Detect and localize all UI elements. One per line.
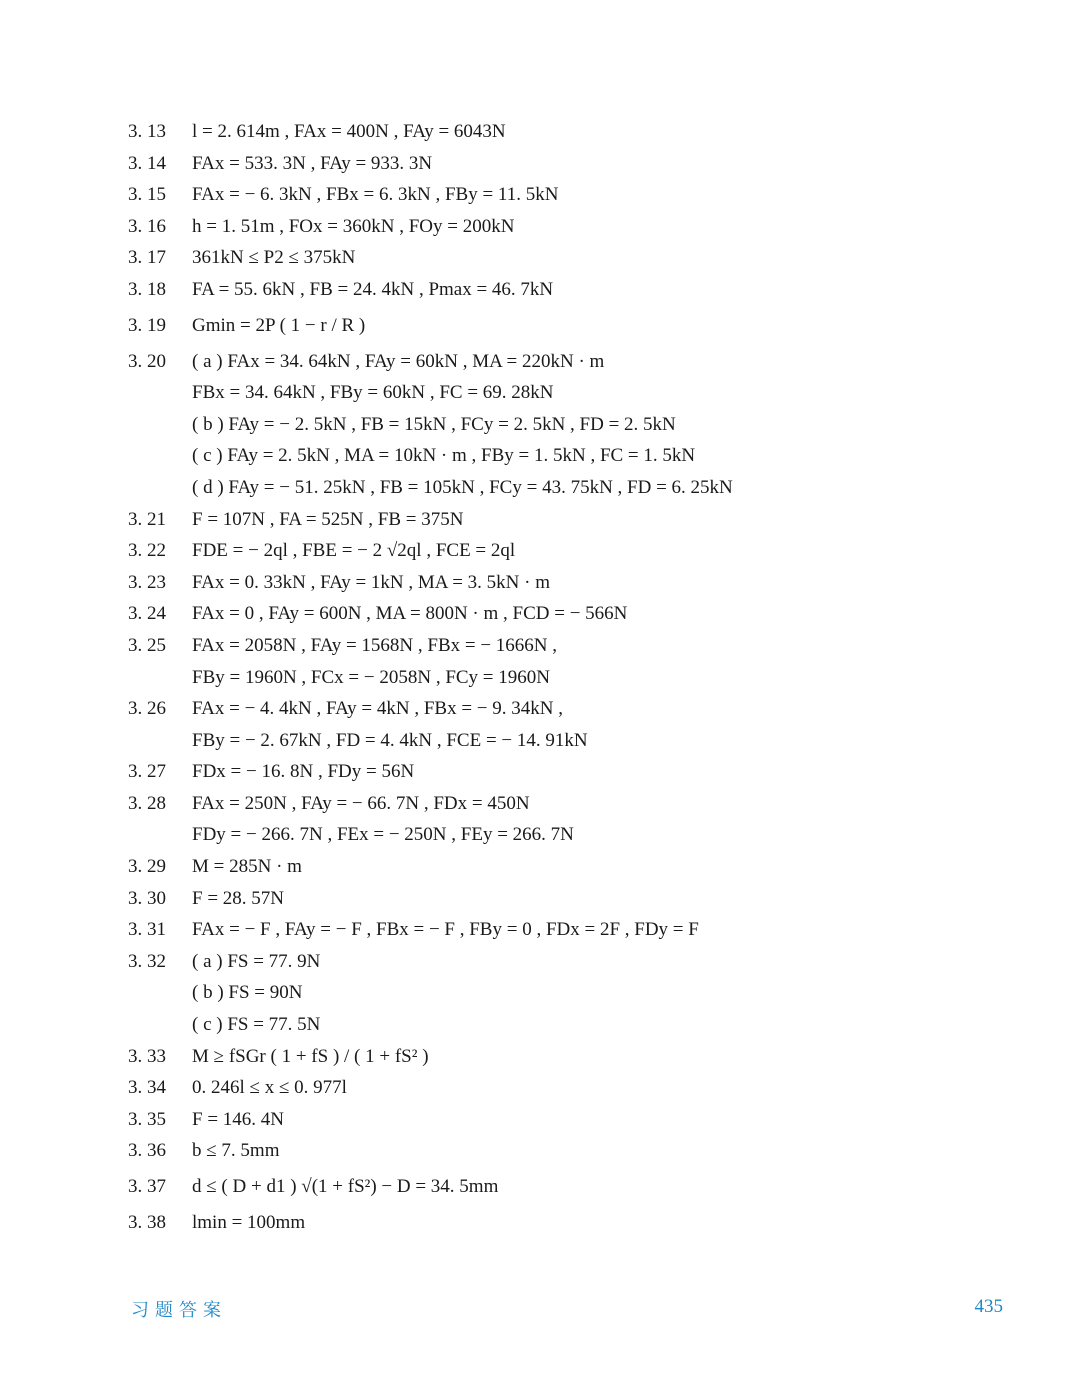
answer-number: 3. 35 (128, 1108, 166, 1130)
answer-line: FBy = − 2. 67kN , FD = 4. 4kN , FCE = − 14. 91kN (192, 729, 588, 751)
answer-body (192, 116, 1028, 148)
answer-line: FAx = 533. 3N , FAy = 933. 3N (192, 152, 433, 174)
answer-line: FAx = 250N , FAy = − 66. 7N , FDx = 450N (192, 792, 530, 814)
answer-line: F = 28. 57N (192, 887, 285, 909)
answer-number: 3. 37 (128, 1176, 166, 1197)
answer-entry (128, 179, 1028, 211)
answer-body (192, 1207, 1028, 1239)
answer-entry (128, 883, 1028, 915)
answer-entry (128, 1167, 1028, 1207)
answer-body (192, 274, 1028, 306)
answer-entry (128, 598, 1028, 630)
answer-body (192, 788, 1028, 851)
answer-number: 3. 22 (128, 540, 166, 562)
answer-line: FAx = 2058N , FAy = 1568N , FBx = − 1666N , (192, 634, 558, 656)
answer-body (192, 567, 1028, 599)
answer-line: l = 2. 614m , FAx = 400N , FAy = 6043N (192, 121, 506, 142)
answer-number: 3. 28 (128, 792, 166, 814)
answer-body (192, 851, 1028, 883)
answer-body (192, 211, 1028, 243)
answer-number: 3. 19 (128, 314, 166, 336)
answer-entry (128, 1207, 1028, 1239)
answer-entry (128, 756, 1028, 788)
answer-entry (128, 693, 1028, 756)
answer-number: 3. 23 (128, 571, 166, 593)
answer-entry (128, 306, 1028, 346)
answer-line: FDy = − 266. 7N , FEx = − 250N , FEy = 266. 7N (192, 824, 574, 846)
answer-entry (128, 504, 1028, 536)
answer-entry (128, 211, 1028, 243)
answer-line: M = 285N · m (192, 856, 302, 878)
answer-line: ( c ) FS = 77. 5N (192, 1014, 321, 1036)
answer-number: 3. 24 (128, 603, 166, 625)
answer-line: h = 1. 51m , FOx = 360kN , FOy = 200kN (192, 215, 515, 237)
footer-section-title: 习题答案 (131, 1300, 227, 1321)
answer-body (192, 1104, 1028, 1136)
answer-line: ( b ) FS = 90N (192, 982, 303, 1004)
answer-line: FAx = 0. 33kN , FAy = 1kN , MA = 3. 5kN · m (192, 571, 550, 593)
answer-line: FAx = 0 , FAy = 600N , MA = 800N · m , FCD = − 566N (192, 603, 628, 625)
answer-line: FAx = − 4. 4kN , FAy = 4kN , FBx = − 9. 34kN , (192, 698, 563, 720)
answer-line: F = 146. 4N (192, 1108, 285, 1130)
answer-line: d ≤ ( D + d1 ) √(1 + fS²) − D = 34. 5mm (192, 1176, 499, 1197)
answer-number: 3. 33 (128, 1045, 166, 1067)
answer-body (192, 346, 1028, 504)
answer-entry (128, 630, 1028, 693)
answer-number: 3. 29 (128, 856, 166, 878)
answer-body (192, 630, 1028, 693)
answer-number: 3. 26 (128, 698, 166, 720)
answer-body (192, 1072, 1028, 1104)
answer-line: M ≥ fSGr ( 1 + fS ) / ( 1 + fS² ) (192, 1045, 429, 1067)
answer-number: 3. 36 (128, 1140, 166, 1162)
answer-body (192, 1167, 1028, 1207)
answer-number: 3. 17 (128, 247, 166, 269)
answer-body (192, 504, 1028, 536)
answer-line: FAx = − F , FAy = − F , FBx = − F , FBy = 0 , FDx = 2F , FDy = F (192, 919, 699, 941)
answer-entry (128, 242, 1028, 274)
answer-body (192, 756, 1028, 788)
answer-entry (128, 1135, 1028, 1167)
answer-line: FDE = − 2ql , FBE = − 2 √2ql , FCE = 2ql (192, 540, 516, 562)
answer-line: ( d ) FAy = − 51. 25kN , FB = 105kN , FCy = 43. 75kN , FD = 6. 25kN (192, 476, 733, 498)
answer-body (192, 306, 1028, 346)
answer-entry (128, 788, 1028, 851)
answer-entry (128, 535, 1028, 567)
answer-entry (128, 946, 1028, 1041)
answer-number: 3. 15 (128, 184, 166, 206)
answer-body (192, 535, 1028, 567)
answer-line: Gmin = 2P ( 1 − r / R ) (192, 314, 366, 336)
answer-body (192, 914, 1028, 946)
answer-line: FBx = 34. 64kN , FBy = 60kN , FC = 69. 28kN (192, 382, 554, 404)
answer-line: FBy = 1960N , FCx = − 2058N , FCy = 1960N (192, 666, 550, 688)
answer-number: 3. 27 (128, 761, 166, 783)
answer-line: ( c ) FAy = 2. 5kN , MA = 10kN · m , FBy = 1. 5kN , FC = 1. 5kN (192, 445, 696, 467)
answer-line: FA = 55. 6kN , FB = 24. 4kN , Pmax = 46. 7kN (192, 278, 554, 300)
answer-entry (128, 914, 1028, 946)
answer-line: FDx = − 16. 8N , FDy = 56N (192, 761, 415, 783)
answer-line: ( a ) FAx = 34. 64kN , FAy = 60kN , MA = 220kN · m (192, 350, 605, 372)
answer-body (192, 148, 1028, 180)
answer-entry (128, 1104, 1028, 1136)
answer-number: 3. 16 (128, 215, 166, 237)
answer-entry (128, 148, 1028, 180)
answer-line: 0. 246l ≤ x ≤ 0. 977l (192, 1077, 347, 1099)
answer-body (192, 946, 1028, 1041)
answer-entry (128, 346, 1028, 504)
answer-number: 3. 20 (128, 350, 166, 372)
answer-body (192, 598, 1028, 630)
answer-body (192, 1041, 1028, 1073)
answer-body (192, 693, 1028, 756)
answer-number: 3. 30 (128, 887, 166, 909)
answer-number: 3. 13 (128, 121, 166, 142)
answer-body (192, 1135, 1028, 1167)
answer-body (192, 179, 1028, 211)
answer-number: 3. 18 (128, 278, 166, 300)
answer-number: 3. 21 (128, 508, 166, 530)
answer-number: 3. 14 (128, 152, 166, 174)
answer-line: b ≤ 7. 5mm (192, 1140, 280, 1162)
answer-entry (128, 274, 1028, 306)
answer-number: 3. 38 (128, 1212, 166, 1233)
answer-number: 3. 32 (128, 950, 166, 972)
page-number: 435 (974, 1296, 1003, 1317)
answer-number: 3. 31 (128, 919, 166, 941)
answer-line: ( b ) FAy = − 2. 5kN , FB = 15kN , FCy = 2. 5kN , FD = 2. 5kN (192, 413, 676, 435)
answer-line: FAx = − 6. 3kN , FBx = 6. 3kN , FBy = 11. 5kN (192, 184, 559, 206)
answer-list (128, 116, 1028, 1239)
answer-entry (128, 116, 1028, 148)
answer-body (192, 883, 1028, 915)
answer-body (192, 242, 1028, 274)
answer-entry (128, 1041, 1028, 1073)
answer-line: F = 107N , FA = 525N , FB = 375N (192, 508, 464, 530)
answer-number: 3. 34 (128, 1077, 166, 1099)
answer-entry (128, 851, 1028, 883)
answer-number: 3. 25 (128, 634, 166, 656)
answer-entry (128, 1072, 1028, 1104)
answer-line: 361kN ≤ P2 ≤ 375kN (192, 247, 356, 269)
answer-entry (128, 567, 1028, 599)
answer-line: ( a ) FS = 77. 9N (192, 950, 321, 972)
answer-line: lmin = 100mm (192, 1212, 306, 1233)
